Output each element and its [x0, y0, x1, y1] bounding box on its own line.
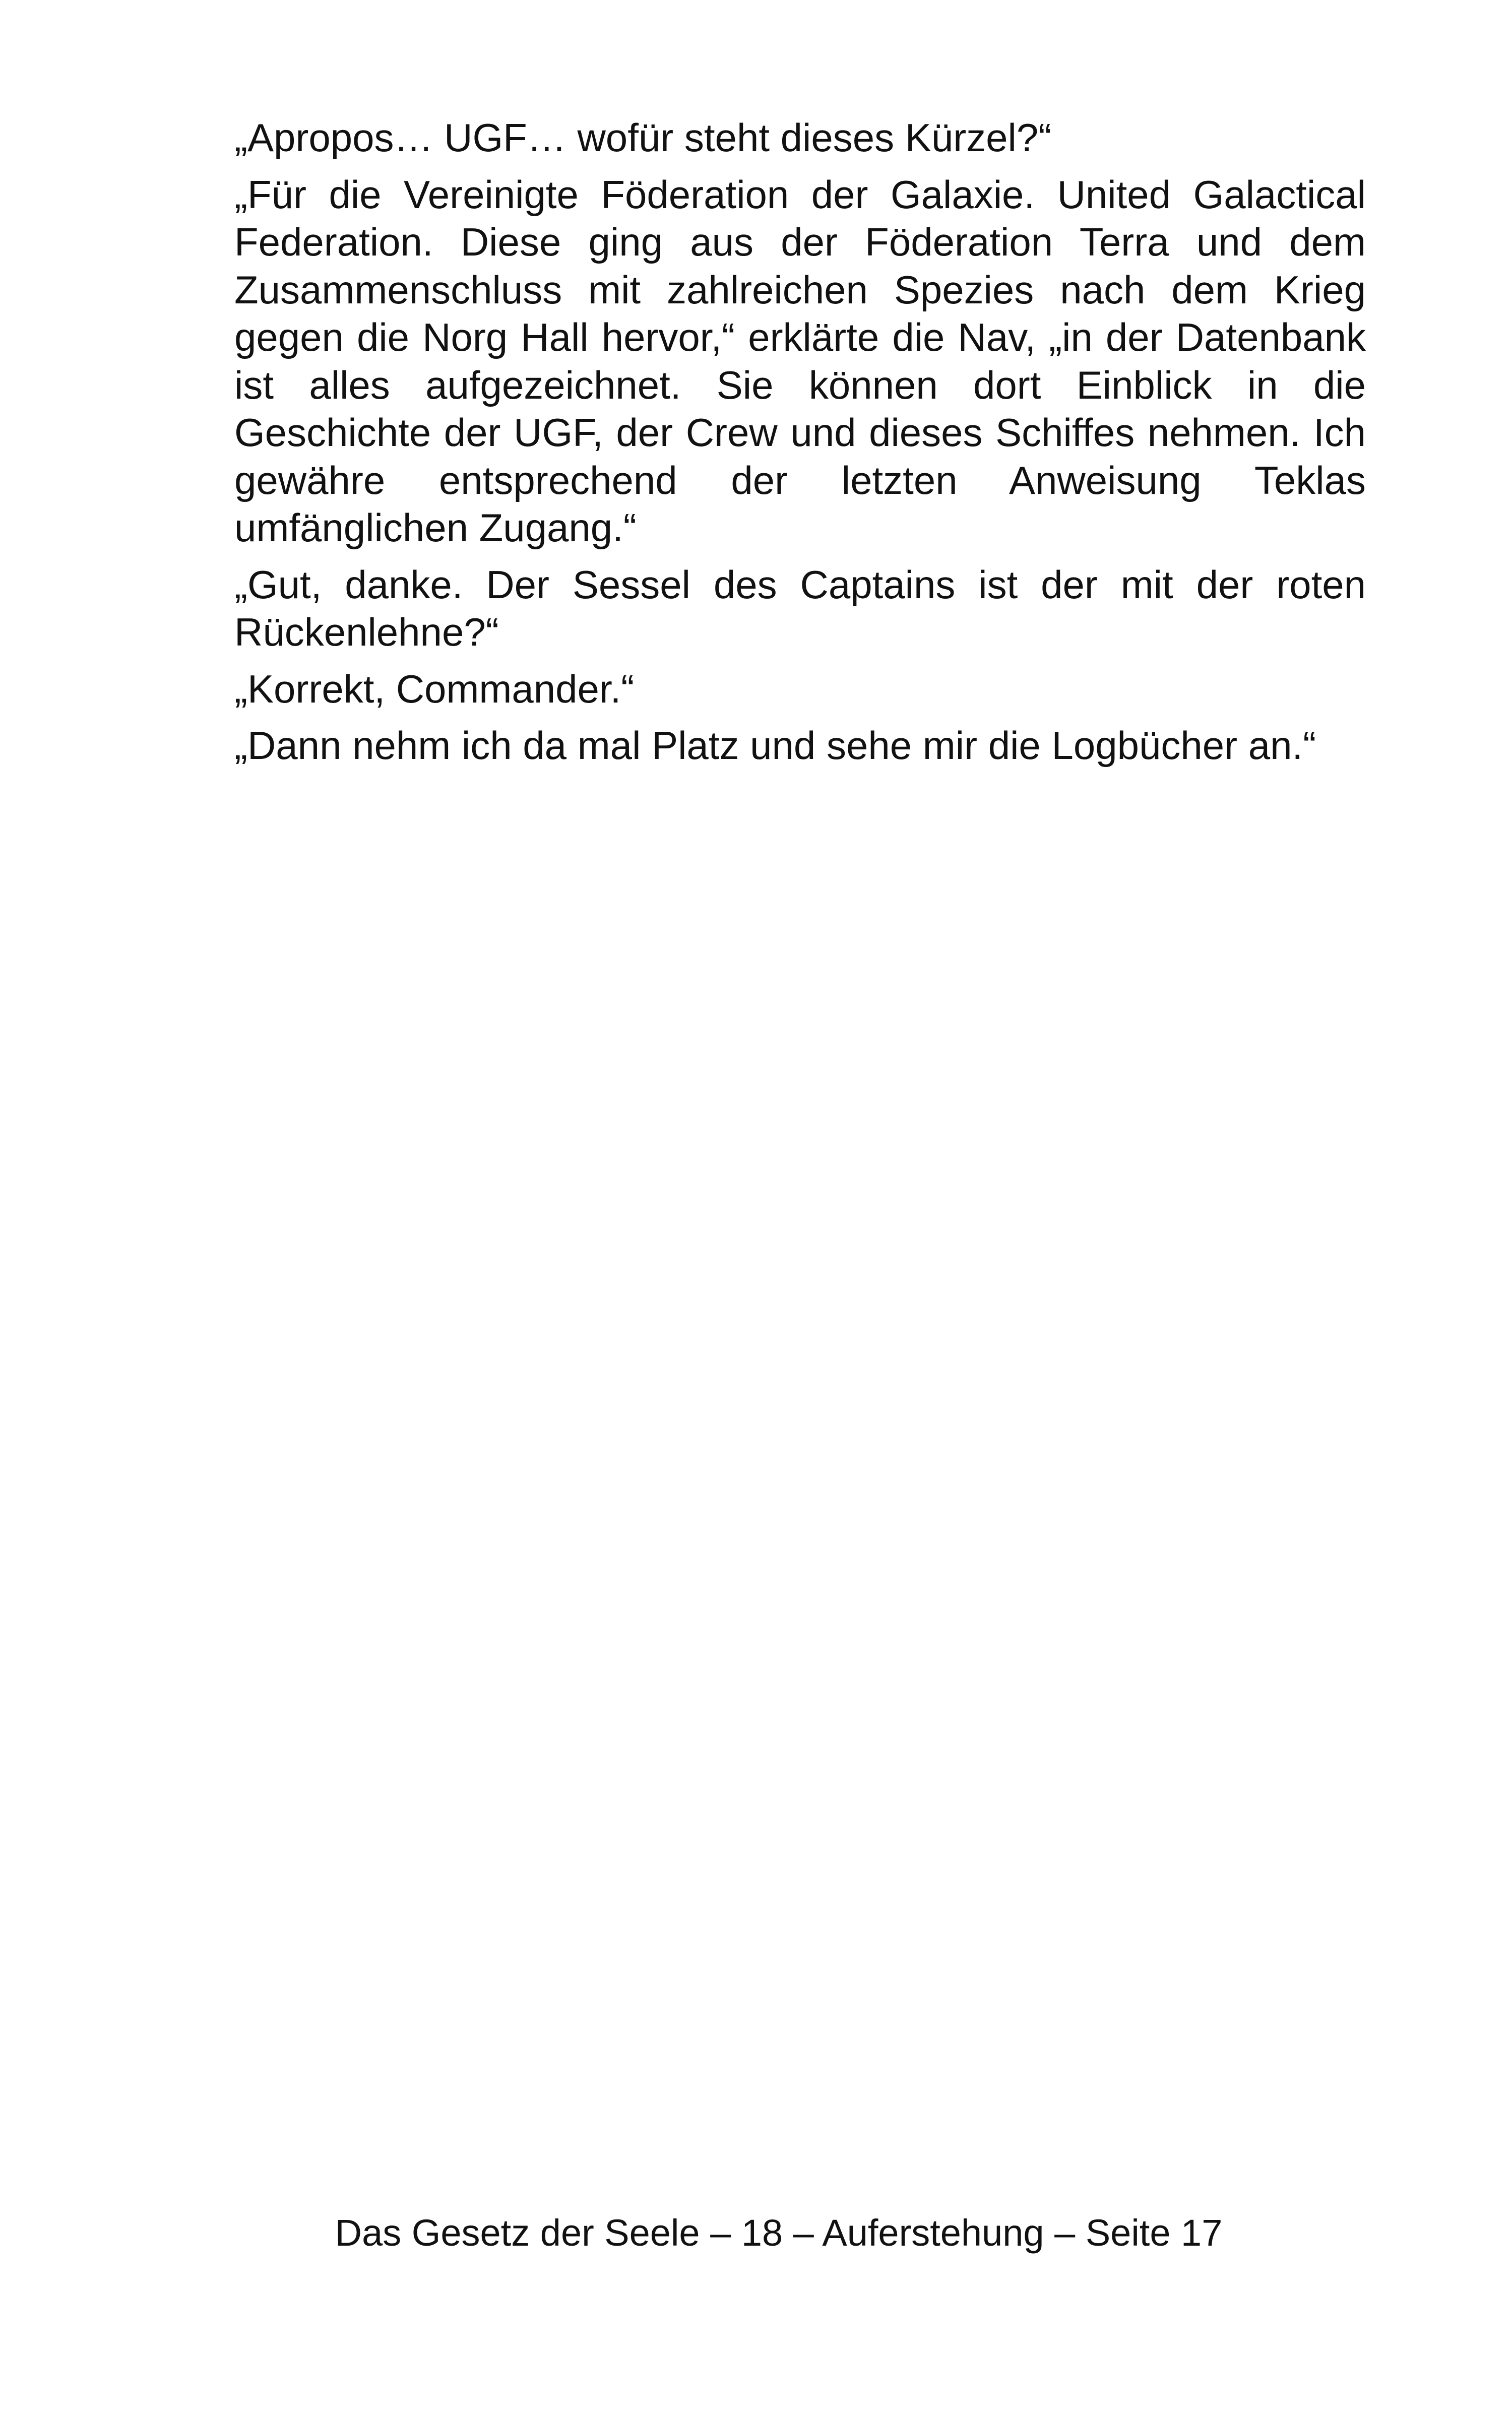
body-text — [234, 114, 1366, 779]
paragraph: „Gut, danke. Der Sessel des Captains ist der mit der roten Rückenlehne?“ — [234, 562, 1366, 654]
page-footer: Das Gesetz der Seele – 18 – Auferstehung – Seite 17 — [335, 2212, 1223, 2254]
paragraph: „Dann nehm ich da mal Platz und sehe mir die Logbücher an.“ — [234, 723, 1316, 768]
paragraph: „Apropos… UGF… wofür steht dieses Kürzel?“ — [234, 115, 1052, 160]
paragraph: „Korrekt, Commander.“ — [234, 666, 635, 711]
paragraph: „Für die Vereinigte Föderation der Galaxie. United Galactical Federation. Diese ging aus der Föderation Terra und dem Zusammenschluss mit zahlreichen Spezies nach dem Krieg gegen die Norg Hall hervor,“ erklärte die Nav, „in der Datenbank ist alles aufgezeichnet. Sie können dort Einblick in die Geschichte der UGF, der Crew und dieses Schiffes nehmen. Ich gewähre entsprechend der letzten Anweisung Teklas umfänglichen Zugang.“ — [234, 172, 1366, 550]
